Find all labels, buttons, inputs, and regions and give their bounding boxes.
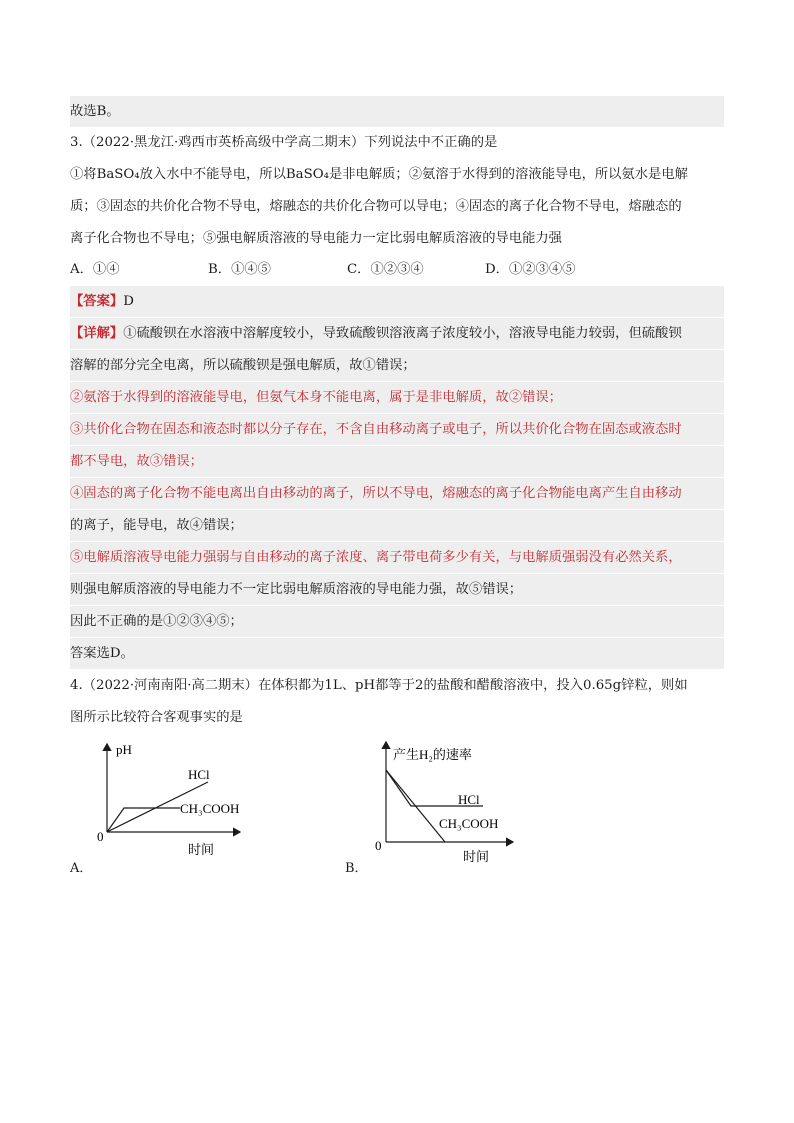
- option-d: D．①②③④⑤: [485, 262, 576, 277]
- explanation-first-text: ①硫酸钡在水溶液中溶解度较小，导致硫酸钡溶液离子浓度较小，溶液导电能力较弱，但硫酸钡: [123, 326, 682, 341]
- figure-b-graph: [345, 738, 535, 873]
- figure-a-option-label: A．: [70, 861, 93, 876]
- explanation-line-8: ⑤电解质溶液导电能力强弱与自由移动的离子浓度、离子带电荷多少有关，与电解质强弱没有必然关系，: [70, 542, 724, 573]
- option-b: B．①④⑤: [208, 262, 271, 277]
- figure-a-graph: [70, 738, 260, 873]
- previous-answer: 故选B。: [70, 96, 724, 127]
- question-3-body-line-2: 质；③固态的共价化合物不导电，熔融态的共价化合物可以导电；④固态的离子化合物不导电，熔融态的: [70, 199, 682, 214]
- question-3-options: [70, 254, 724, 285]
- figure-a-x-label: 时间: [188, 842, 215, 857]
- explanation-line-4: ③共价化合物在固态和液态时都以分子存在，不含自由移动离子或电子，所以共价化合物在固态或液态时: [70, 414, 724, 445]
- explanation-line-2: 溶解的部分完全电离，所以硫酸钡是强电解质，故①错误；: [70, 350, 724, 381]
- question-4-stem-line-2: 图所示比较符合客观事实的是: [70, 710, 243, 725]
- explanation-line-6: ④固态的离子化合物不能电离出自由移动的离子，所以不导电，熔融态的离子化合物能电离产生自由移动: [70, 478, 724, 509]
- answer-line: [70, 286, 724, 317]
- figure-a-acetic-label: CH₃COOH: [180, 801, 240, 816]
- question-3-body-line-1: ①将BaSO₄放入水中不能导电，所以BaSO₄是非电解质；②氨溶于水得到的溶液能导电，所以氨水是电解: [70, 167, 688, 182]
- figure-a-hcl-label: HCl: [188, 767, 210, 782]
- figure-a-y-label: pH: [116, 742, 132, 757]
- explanation-line-3: ②氨溶于水得到的溶液能导电，但氨气本身不能电离，属于是非电解质，故②错误；: [70, 382, 724, 413]
- explanation-line-10: 因此不正确的是①②③④⑤；: [70, 606, 724, 637]
- explanation-line-1: [70, 318, 724, 349]
- figure-b-option-label: B．: [345, 861, 368, 876]
- explanation-line-7: 的离子，能导电，故④错误；: [70, 510, 724, 541]
- answer-label: 【答案】: [70, 294, 124, 309]
- figure-b-x-label: 时间: [463, 849, 490, 864]
- figure-b-acetic-label: CH₃COOH: [439, 816, 499, 831]
- option-c: C．①②③④: [347, 262, 424, 277]
- figure-b-origin: 0: [375, 838, 382, 853]
- question-3-body-line-3: 离子化合物也不导电；⑤强电解质溶液的导电能力一定比弱电解质溶液的导电能力强: [70, 231, 562, 246]
- figure-b-y-label: 产生H₂的速率: [393, 747, 472, 762]
- explanation-line-9: 则强电解质溶液的导电能力不一定比弱电解质溶液的导电能力强，故⑤错误；: [70, 574, 724, 605]
- explanation-line-5: 都不导电，故③错误；: [70, 446, 724, 477]
- explanation-label: 【详解】: [70, 326, 124, 341]
- question-3-stem: 3.（2022·黑龙江·鸡西市英桥高级中学高二期末）下列说法中不正确的是: [70, 135, 498, 150]
- figure-a-acetic-curve: [107, 808, 180, 832]
- figure-a-origin: 0: [97, 829, 104, 844]
- answer-value: D: [123, 294, 134, 309]
- figure-b-hcl-label: HCl: [458, 792, 480, 807]
- question-4-stem-line-1: 4.（2022·河南南阳·高二期末）在体积都为1L、pH都等于2的盐酸和醋酸溶液中，投入0.65g锌粒，则如: [70, 678, 688, 693]
- option-a: A．①④: [70, 262, 120, 277]
- explanation-line-11: 答案选D。: [70, 638, 724, 669]
